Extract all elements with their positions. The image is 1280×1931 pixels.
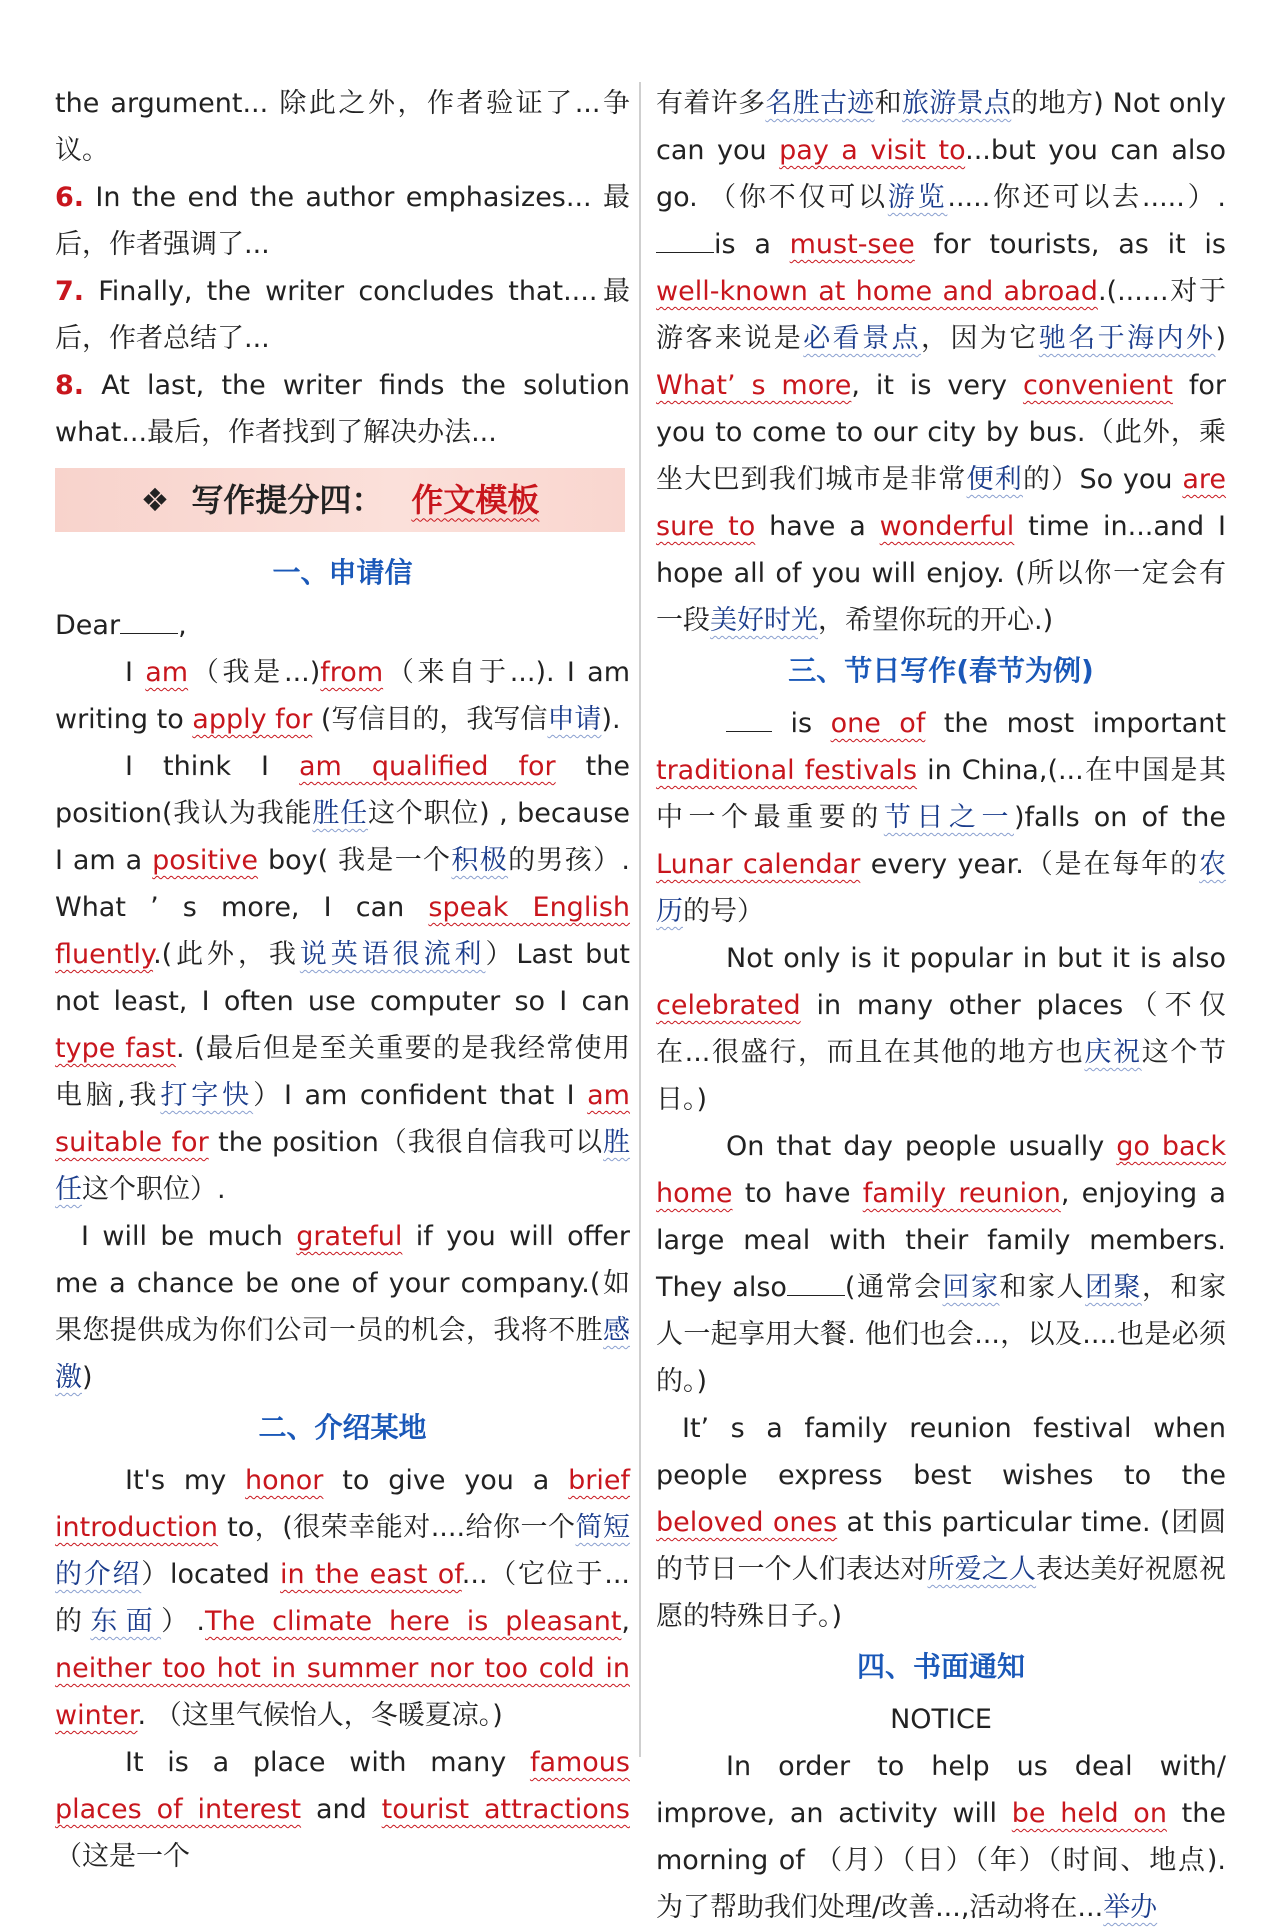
list-item (55, 362, 630, 456)
text-span: .(......对于游客来说是 (656, 276, 1226, 354)
key-translation: 名胜古迹 (765, 88, 875, 119)
blank-line (120, 611, 178, 634)
key-phrase: am qualified for (299, 751, 556, 782)
text-span: the position(我认为我能 (55, 751, 630, 829)
text-span: I (125, 657, 146, 688)
paragraph (55, 743, 630, 1213)
banner-title: 写作提分四： (191, 480, 384, 519)
paragraph (656, 935, 1226, 1123)
paragraph (656, 1743, 1226, 1931)
text-span: (通常会 (844, 1272, 943, 1303)
key-phrase: What’ s more (656, 370, 852, 401)
right-column (656, 80, 1226, 1931)
column-divider (639, 82, 641, 1757)
text-span: if you will offer me a chance be one of your company.(如果您提供成为你们公司一员的机会，我将不胜 (55, 1221, 630, 1346)
text-span: every year.（是在每年的 (860, 849, 1200, 880)
text-span: for tourists, as it is (914, 229, 1227, 260)
blank-line (787, 1273, 845, 1296)
key-translation: 团聚 (1085, 1272, 1143, 1303)
text-span: , it is very (851, 370, 1023, 401)
blank-line (656, 230, 714, 253)
text-span: It’ s a family reunion festival when people express best wishes to the (656, 1413, 1226, 1491)
text-span: Dear (55, 610, 121, 641)
text-span: . (最后但是至关重要的是我经常使用电脑,我 (55, 1033, 630, 1111)
text-span: 的男孩）. What ’ s more, I can (55, 845, 631, 923)
text-span: （来自于...). I am writing to (55, 657, 630, 735)
text-span: 这个节日。) (656, 1037, 1227, 1115)
key-phrase: one of (830, 708, 926, 739)
paragraph (55, 1457, 630, 1739)
text-span: 表达美好祝愿祝愿的特殊日子。) (656, 1554, 1227, 1632)
section-heading-festival: 三、节日写作(春节为例) (788, 654, 1094, 687)
key-phrase: apply for (192, 704, 313, 735)
text-span: It is a place with many (125, 1747, 530, 1778)
key-phrase: honor (245, 1465, 324, 1496)
text-span: 和家人 (999, 1272, 1085, 1303)
text-span: （我是...) (188, 657, 321, 688)
text-span: , (621, 1606, 631, 1637)
key-translation: 举办 (1103, 1892, 1158, 1923)
key-translation: 所爱之人 (927, 1554, 1037, 1585)
text-span: , enjoying a large meal with their family members. They also (656, 1178, 1226, 1303)
key-phrase: go back home (656, 1131, 1227, 1209)
key-phrase: family reunion (862, 1178, 1061, 1209)
key-phrase: am suitable for (55, 1080, 630, 1158)
text-span: at this particular time. (团圆的节日一个人们表达对 (656, 1507, 1226, 1585)
salutation: Dear , (55, 610, 187, 641)
key-phrase: well-known at home and abroad (656, 276, 1098, 307)
key-translation: 打字快 (160, 1080, 254, 1111)
section-banner (55, 468, 625, 532)
key-translation: 旅游景点 (901, 88, 1012, 119)
key-translation: 说英语很流利 (299, 939, 486, 970)
text-span: 和 (874, 88, 902, 119)
key-translation: 简短的介绍 (55, 1512, 630, 1590)
key-phrase: traditional festivals (656, 755, 918, 786)
text-span: 这个职位) , because I am a (55, 798, 631, 876)
text-span: ）I am confident that I (253, 1080, 588, 1111)
text-span: ). (601, 704, 621, 735)
key-translation: 节日之一 (883, 802, 1014, 833)
key-translation: 美好时光 (710, 605, 818, 636)
banner-subtitle: 作文模板 (411, 480, 540, 519)
key-phrase: positive (152, 845, 259, 876)
key-translation: 胜任 (312, 798, 368, 829)
key-phrase: celebrated (656, 990, 801, 1021)
text-span: 的地方) Not only can you (656, 88, 1227, 166)
key-translation: 必看景点 (803, 323, 922, 354)
key-phrase: speak English fluently (55, 892, 630, 970)
text-span: to give you a (323, 1465, 569, 1496)
text-span: Not only is it popular in but it is also (726, 943, 1226, 974)
text-span: ，和家人一起享用大餐. 他们也会...，以及....也是必须的。) (656, 1272, 1227, 1397)
key-phrase: grateful (296, 1221, 403, 1252)
text-span: I will be much (81, 1221, 297, 1252)
text-span: in many other places（不仅在...很盛行，而且在其他的地方也 (656, 990, 1226, 1068)
text-span: ，希望你玩的开心.) (818, 605, 1054, 636)
text-span: (写信目的，我写信 (312, 704, 548, 735)
text-span: .(此外，我 (153, 939, 300, 970)
diamond-star-icon: ❖ (140, 480, 170, 519)
section-heading-written-notice: 四、书面通知 (856, 1650, 1025, 1683)
text-span: （这是一个 (55, 1841, 190, 1872)
text-span: ...but you can also go. （你不仅可以 (656, 135, 1226, 213)
key-translation: 游览 (887, 182, 948, 213)
key-phrase: type fast (55, 1033, 176, 1064)
text-span: and (301, 1794, 382, 1825)
text-span: to have (732, 1178, 863, 1209)
text-line: the argument... 除此之外，作者验证了...争议。 (55, 88, 630, 166)
item-number: 8. (55, 370, 85, 401)
key-phrase: are sure to (656, 464, 1227, 542)
key-translation: 胜任 (55, 1127, 630, 1205)
key-phrase: beloved ones (656, 1507, 838, 1538)
key-translation: 申请 (547, 704, 602, 735)
text-span: for you to come to our city by bus.（此外，乘坐大巴到我们城市是非常 (656, 370, 1226, 495)
key-translation: 农历 (656, 849, 1227, 927)
paragraph (656, 700, 1226, 935)
key-translation: 回家 (942, 1272, 1000, 1303)
paragraph (55, 649, 630, 743)
key-phrase: must-see (789, 229, 915, 260)
key-phrase: pay a visit to (779, 135, 966, 166)
text-span: I think I (125, 751, 300, 782)
text-span: In order to help us deal with/ improve, an activity will (656, 1751, 1226, 1829)
text-span: .....你还可以去.....）. (947, 182, 1226, 213)
text-span: ，因为它 (921, 323, 1039, 354)
key-phrase: from (320, 657, 384, 688)
key-phrase: convenient (1022, 370, 1173, 401)
key-phrase: be held on (1011, 1798, 1167, 1829)
text-span: have a (755, 511, 880, 542)
item-text: In the end the author emphasizes... 最后，作者强调了... (55, 182, 630, 260)
key-phrase: brief introduction (55, 1465, 631, 1543)
key-translation: 驰名于海内外 (1038, 323, 1216, 354)
key-translation: 东面 (90, 1606, 162, 1637)
section-heading-introduce-place: 二、介绍某地 (258, 1411, 427, 1444)
text-span: 这个职位）. (82, 1174, 226, 1205)
text-span: )falls on of the (1014, 802, 1227, 833)
text-span: ) (1215, 323, 1227, 354)
text-span: . （这里气候怡人，冬暖夏凉。) (137, 1700, 503, 1731)
text-span: ）located (141, 1559, 281, 1590)
text-span: boy( 我是一个 (258, 845, 452, 876)
key-phrase: wonderful (879, 511, 1015, 542)
text-span: time in...and I hope all of you will enjoy. (所以你一定会有一段 (656, 511, 1226, 636)
item-number: 7. (55, 276, 85, 307)
key-translation: 积极 (451, 845, 509, 876)
notice-title: NOTICE (890, 1704, 992, 1735)
text-span: ) (82, 1362, 93, 1393)
text-span: 的号） (683, 896, 764, 927)
list-item (55, 174, 630, 268)
key-phrase: famous places of interest (55, 1747, 630, 1825)
text-span: It's my (125, 1465, 246, 1496)
blank-line (726, 709, 772, 732)
text-span: ...（它位于...的 (55, 1559, 630, 1637)
text-span: is (772, 708, 831, 739)
item-number: 6. (55, 182, 85, 213)
key-translation: 便利 (966, 464, 1023, 495)
list-item (55, 268, 630, 362)
text-span: On that day people usually (726, 1131, 1117, 1162)
left-column (55, 80, 630, 1880)
key-phrase: The climate here is pleasant (205, 1606, 622, 1637)
key-phrase: in the east of (280, 1559, 462, 1590)
key-translation: 庆祝 (1084, 1037, 1142, 1068)
key-translation: 感激 (55, 1315, 630, 1393)
text-span: 的）So you (1023, 464, 1183, 495)
key-phrase: Lunar calendar (656, 849, 861, 880)
text-span: in China,(...在中国是其中一个最重要的 (656, 755, 1226, 833)
section-heading-application-letter: 一、申请信 (272, 556, 413, 589)
paragraph (656, 1405, 1226, 1640)
paragraph (656, 80, 1226, 644)
text-span: the most important (925, 708, 1226, 739)
text-span: ）. (161, 1606, 206, 1637)
paragraph (55, 1213, 630, 1401)
key-phrase: tourist attractions (381, 1794, 630, 1825)
item-text: At last, the writer finds the solution what...最后，作者找到了解决办法... (55, 370, 630, 448)
text-span: to，(很荣幸能对....给你一个 (218, 1512, 576, 1543)
text-span: is a (714, 229, 790, 260)
key-phrase: neither too hot in summer nor too cold in winter (55, 1653, 630, 1731)
item-text: Finally, the writer concludes that....最后，作者总结了... (55, 276, 630, 354)
text-span: the morning of （月）（日）（年）（时间、地点). 为了帮助我们处理/改善...,活动将在... (656, 1798, 1226, 1923)
text-span: ）Last but not least, I often use computer so I can (55, 939, 630, 1017)
key-phrase: am (145, 657, 189, 688)
paragraph (656, 1123, 1226, 1405)
text-span: 有着许多 (656, 88, 766, 119)
text-span: the position（我很自信我可以 (208, 1127, 603, 1158)
